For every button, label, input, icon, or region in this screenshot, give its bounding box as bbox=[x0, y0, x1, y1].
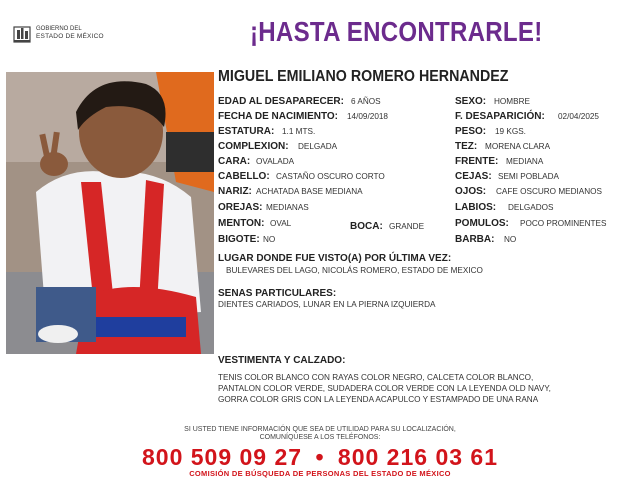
state-emblem-icon bbox=[12, 24, 32, 44]
person-name: MIGUEL EMILIANO ROMERO HERNANDEZ bbox=[218, 68, 509, 85]
cejas-label: CEJAS: bbox=[455, 171, 492, 182]
logo-text-line2: ESTADO DE MÉXICO bbox=[36, 33, 104, 40]
nacimiento-value: 14/09/2018 bbox=[347, 112, 388, 121]
footer-agency: COMISIÓN DE BÚSQUEDA DE PERSONAS DEL ESTADO DE MÉXICO bbox=[189, 469, 451, 478]
logo-text-line1: GOBIERNO DEL bbox=[36, 26, 82, 32]
cabello-label: CABELLO: bbox=[218, 171, 270, 182]
desaparicion-value: 02/04/2025 bbox=[558, 112, 599, 121]
phone-numbers bbox=[0, 444, 640, 471]
vestimenta-label: VESTIMENTA Y CALZADO: bbox=[218, 355, 346, 366]
complexion-value: DELGADA bbox=[298, 142, 338, 151]
nariz-label: NARIZ: bbox=[218, 186, 252, 197]
lugar-value: BULEVARES DEL LAGO, NICOLÁS ROMERO, ESTADO DE MEXICO bbox=[226, 266, 483, 275]
cejas-value: SEMI POBLADA bbox=[498, 172, 559, 181]
boca-value: GRANDE bbox=[389, 222, 425, 231]
vestimenta-line: PANTALON COLOR VERDE, SUDADERA COLOR VERDE CON LA LEYENDA OLD NAVY, bbox=[218, 384, 551, 393]
tez-value: MORENA CLARA bbox=[485, 142, 551, 151]
sexo-label: SEXO: bbox=[455, 96, 487, 107]
barba-value: NO bbox=[504, 235, 517, 244]
pomulos-label: POMULOS: bbox=[455, 218, 509, 229]
boca-label: BOCA: bbox=[350, 221, 383, 232]
bigote-value: NO bbox=[263, 235, 276, 244]
peso-label: PESO: bbox=[455, 126, 487, 137]
cara-value: OVALADA bbox=[256, 157, 295, 166]
vestimenta-text bbox=[218, 372, 628, 405]
orejas-value: MEDIANAS bbox=[266, 203, 309, 212]
cara-label: CARA: bbox=[218, 156, 251, 167]
senas-value: DIENTES CARIADOS, LUNAR EN LA PIERNA IZQUIERDA bbox=[218, 300, 436, 309]
contact-notice bbox=[0, 426, 640, 442]
menton-label: MENTON: bbox=[218, 218, 265, 229]
notice-line2: COMUNÍQUESE A LOS TELÉFONOS: bbox=[259, 434, 381, 441]
cabello-value: CASTAÑO OSCURO CORTO bbox=[276, 172, 385, 181]
photo-illustration bbox=[6, 72, 214, 354]
desaparicion-label: F. DESAPARICIÓN: bbox=[455, 111, 545, 122]
nacimiento-label: FECHA DE NACIMIENTO: bbox=[218, 111, 338, 122]
pomulos-value: POCO PROMINENTES bbox=[520, 219, 607, 228]
edad-label: EDAD AL DESAPARECER: bbox=[218, 96, 344, 107]
ojos-label: OJOS: bbox=[455, 186, 487, 197]
estatura-value: 1.1 MTS. bbox=[282, 127, 316, 136]
labios-label: LABIOS: bbox=[455, 202, 497, 213]
menton-value: OVAL bbox=[270, 219, 292, 228]
estatura-label: ESTATURA: bbox=[218, 126, 275, 137]
frente-label: FRENTE: bbox=[455, 156, 499, 167]
senas-label: SENAS PARTICULARES: bbox=[218, 288, 337, 299]
peso-value: 19 KGS. bbox=[495, 127, 526, 136]
edad-value: 6 AÑOS bbox=[351, 97, 381, 106]
ojos-value: CAFE OSCURO MEDIANOS bbox=[496, 187, 602, 196]
lugar-label: LUGAR DONDE FUE VISTO(A) POR ÚLTIMA VEZ: bbox=[218, 253, 452, 264]
phone-number-1[interactable]: 800 509 09 27 bbox=[141, 444, 303, 470]
labios-value: DELGADOS bbox=[508, 203, 554, 212]
missing-person-photo bbox=[6, 72, 214, 354]
frente-value: MEDIANA bbox=[506, 157, 544, 166]
sexo-value: HOMBRE bbox=[494, 97, 530, 106]
vestimenta-line: GORRA COLOR GRIS CON LA LEYENDA ACAPULCO Y ESTAMPADO DE UNA RANA bbox=[218, 395, 539, 404]
nariz-value: ACHATADA BASE MEDIANA bbox=[256, 187, 363, 196]
phone-number-2[interactable]: 800 216 03 61 bbox=[337, 444, 499, 470]
vestimenta-line: TENIS COLOR BLANCO CON RAYAS COLOR NEGRO, CALCETA COLOR BLANCO, bbox=[218, 373, 534, 382]
bigote-label: BIGOTE: bbox=[218, 234, 260, 245]
phone-separator: • bbox=[315, 444, 325, 470]
notice-line1: SI USTED TIENE INFORMACIÓN QUE SEA DE UTILIDAD PARA SU LOCALIZACIÓN, bbox=[184, 426, 456, 433]
barba-label: BARBA: bbox=[455, 234, 495, 245]
government-logo bbox=[12, 24, 122, 44]
orejas-label: OREJAS: bbox=[218, 202, 263, 213]
tez-label: TEZ: bbox=[455, 141, 478, 152]
headline: ¡HASTA ENCONTRARLE! bbox=[250, 16, 543, 47]
complexion-label: COMPLEXION: bbox=[218, 141, 289, 152]
